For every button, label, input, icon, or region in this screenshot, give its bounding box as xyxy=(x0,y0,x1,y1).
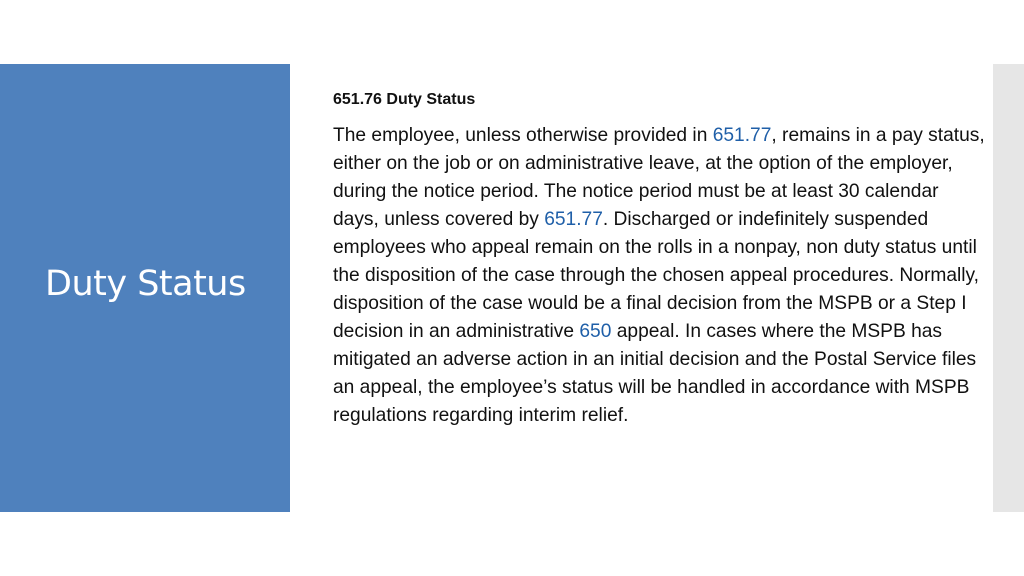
paragraph-text-2: , remains in a pay status, either on the job or on administrative leave, at the option of the employer, during the notice period. The notice period must be at least 30 calendar days, unless covered by xyxy=(333,125,985,230)
reference-link-651-77-second[interactable]: 651.77 xyxy=(544,209,603,230)
slide-title: Duty Status xyxy=(45,264,246,304)
reference-link-650[interactable]: 650 xyxy=(579,321,612,342)
reference-link-651-77[interactable]: 651.77 xyxy=(712,125,772,146)
paragraph-text-3: . Discharged or indefinitely suspended employees who appeal remain on the rolls in a nonpay, non duty status until the disposition of the case through the chosen appeal procedures. Normally, disposition of the case would be a final decision from the MSPB or a Step I decision in an administrative xyxy=(333,209,980,342)
section-heading: 651.76 Duty Status xyxy=(333,91,476,108)
paragraph-text-4: appeal. In cases where the MSPB has mitigated an adverse action in an initial decision and the Postal Service files an appeal, the employee’s status will be handled in accordance with MSPB regulations regarding interim relief. xyxy=(333,321,977,426)
paragraph-text-1: The employee, unless otherwise provided in xyxy=(333,125,713,146)
scrollbar-strip xyxy=(993,64,1024,512)
body-paragraph xyxy=(333,122,985,430)
